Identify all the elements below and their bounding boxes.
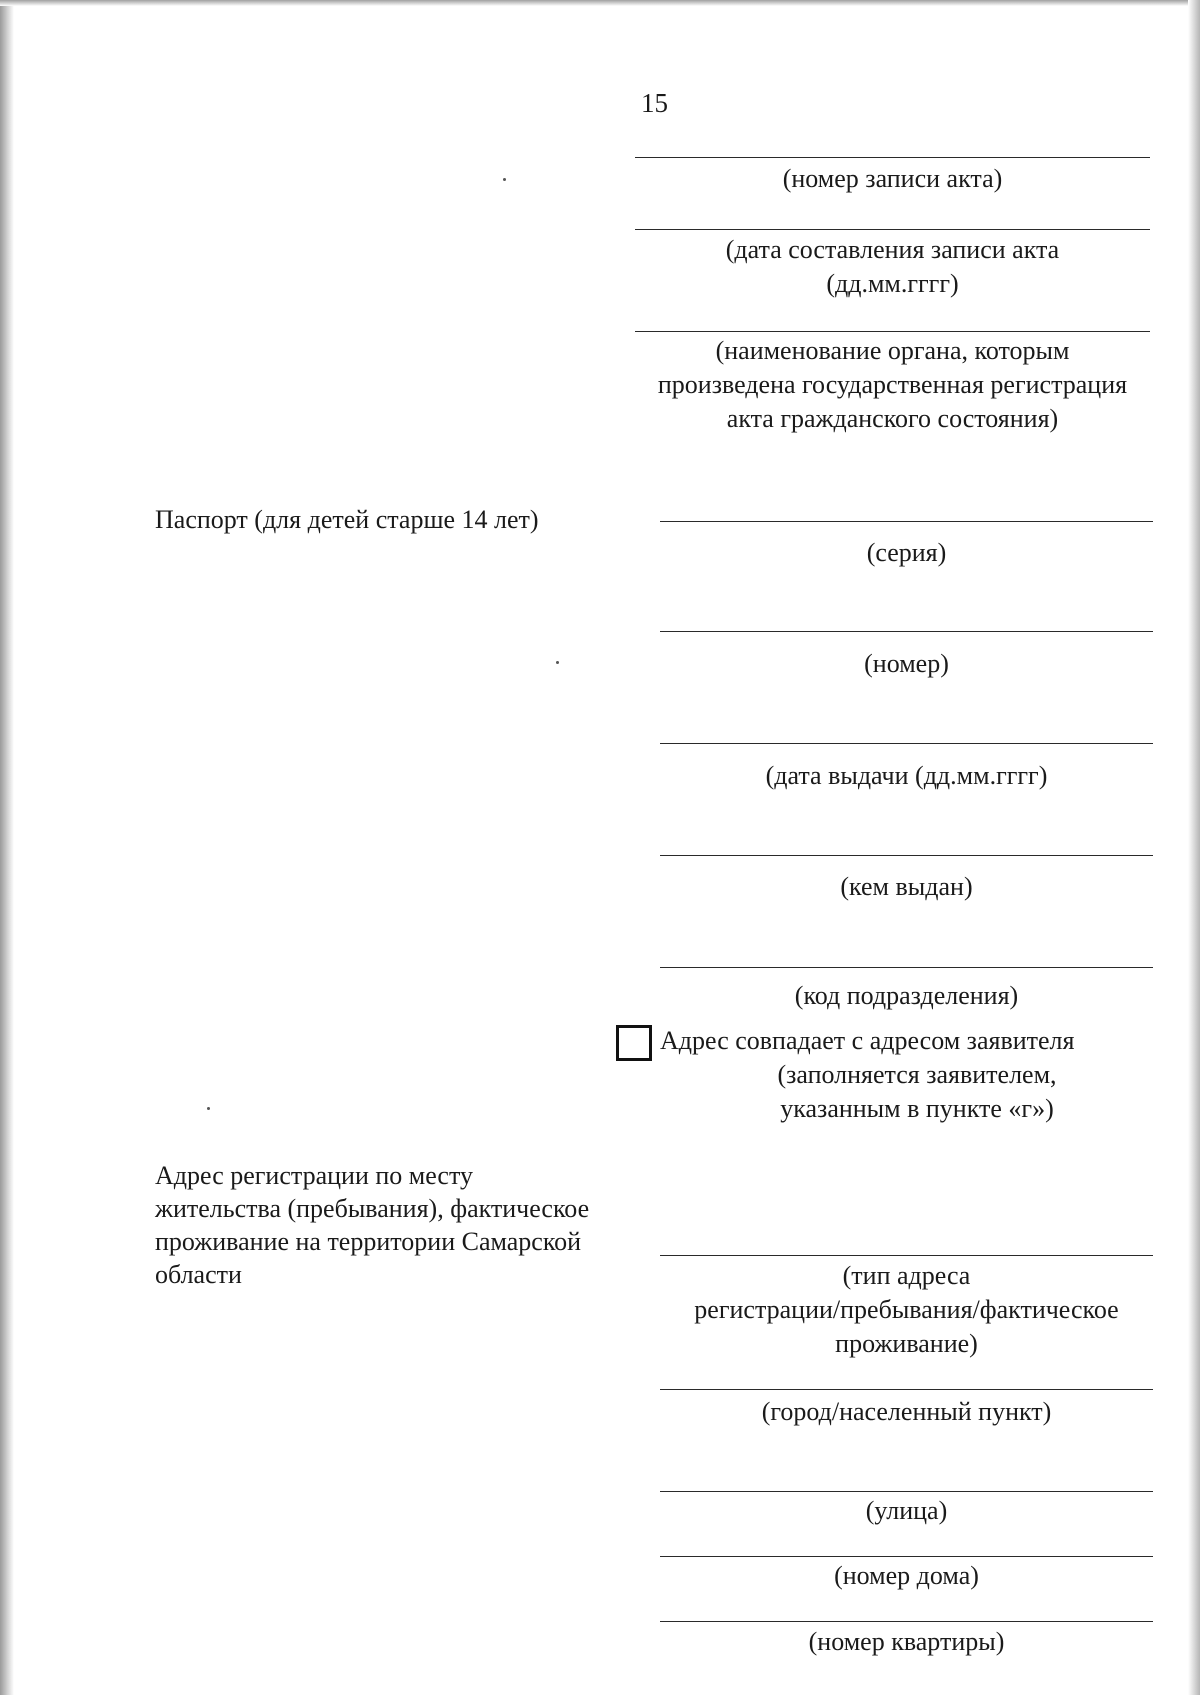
act-date-caption bbox=[635, 233, 1150, 301]
address-label-line: жительства (пребывания), фактическое bbox=[155, 1194, 590, 1223]
address-label bbox=[155, 1159, 635, 1291]
scan-speck bbox=[556, 661, 559, 664]
authority-caption bbox=[625, 334, 1160, 436]
scan-edge-top bbox=[0, 0, 1200, 6]
same-address-label-line: указанным в пункте «г») bbox=[780, 1094, 1054, 1123]
passport-label: Паспорт (для детей старше 14 лет) bbox=[155, 505, 539, 534]
same-address-label-line: (заполняется заявителем, bbox=[777, 1060, 1057, 1089]
address-type-caption-line: регистрации/пребывания/фактическое bbox=[694, 1295, 1119, 1324]
address-street-caption: (улица) bbox=[865, 1496, 948, 1525]
address-type-caption-line: проживание) bbox=[835, 1329, 978, 1358]
authority-caption-line: (наименование органа, которым bbox=[715, 336, 1070, 365]
passport-division-code-caption: (код подразделения) bbox=[794, 981, 1019, 1010]
same-address-label-line: Адрес совпадает с адресом заявителя bbox=[660, 1026, 1075, 1055]
passport-series-caption: (серия) bbox=[866, 538, 947, 567]
page-number: 15 bbox=[641, 88, 668, 118]
address-label-line: Адрес регистрации по месту bbox=[155, 1161, 473, 1190]
act-number-field-line[interactable] bbox=[635, 157, 1150, 158]
scan-speck bbox=[207, 1107, 210, 1110]
passport-series-field-line[interactable] bbox=[660, 521, 1153, 522]
address-type-field-line[interactable] bbox=[660, 1255, 1153, 1256]
address-street-field-line[interactable] bbox=[660, 1491, 1153, 1492]
address-house-field-line[interactable] bbox=[660, 1556, 1153, 1557]
same-address-label bbox=[657, 1024, 1177, 1126]
address-house-caption: (номер дома) bbox=[834, 1561, 979, 1590]
act-number-caption: (номер записи акта) bbox=[782, 164, 1003, 193]
act-date-field-line[interactable] bbox=[635, 229, 1150, 230]
passport-division-code-field-line[interactable] bbox=[660, 967, 1153, 968]
address-apartment-field-line[interactable] bbox=[660, 1621, 1153, 1622]
authority-caption-line: акта гражданского состояния) bbox=[726, 404, 1059, 433]
address-label-line: проживание на территории Самарской bbox=[155, 1227, 582, 1256]
scan-speck bbox=[503, 178, 506, 181]
scan-edge-right bbox=[1188, 0, 1200, 1695]
passport-number-caption: (номер) bbox=[864, 649, 949, 678]
passport-issued-by-field-line[interactable] bbox=[660, 855, 1153, 856]
passport-issue-date-field-line[interactable] bbox=[660, 743, 1153, 744]
address-city-field-line[interactable] bbox=[660, 1389, 1153, 1390]
authority-field-line[interactable] bbox=[635, 331, 1150, 332]
passport-number-field-line[interactable] bbox=[660, 631, 1153, 632]
scan-edge-left bbox=[0, 0, 14, 1695]
passport-issued-by-caption: (кем выдан) bbox=[840, 872, 973, 901]
address-type-caption-line: (тип адреса bbox=[842, 1261, 971, 1290]
address-apartment-caption: (номер квартиры) bbox=[808, 1627, 1005, 1656]
address-type-caption bbox=[640, 1259, 1173, 1361]
act-date-caption-line: (дата составления записи акта bbox=[725, 235, 1060, 264]
address-label-line: области bbox=[155, 1260, 242, 1289]
same-address-checkbox[interactable] bbox=[616, 1025, 652, 1061]
act-date-caption-line: (дд.мм.гггг) bbox=[826, 269, 959, 298]
authority-caption-line: произведена государственная регистрация bbox=[657, 370, 1128, 399]
passport-issue-date-caption: (дата выдачи (дд.мм.гггг) bbox=[765, 761, 1048, 790]
address-city-caption: (город/населенный пункт) bbox=[761, 1397, 1052, 1426]
